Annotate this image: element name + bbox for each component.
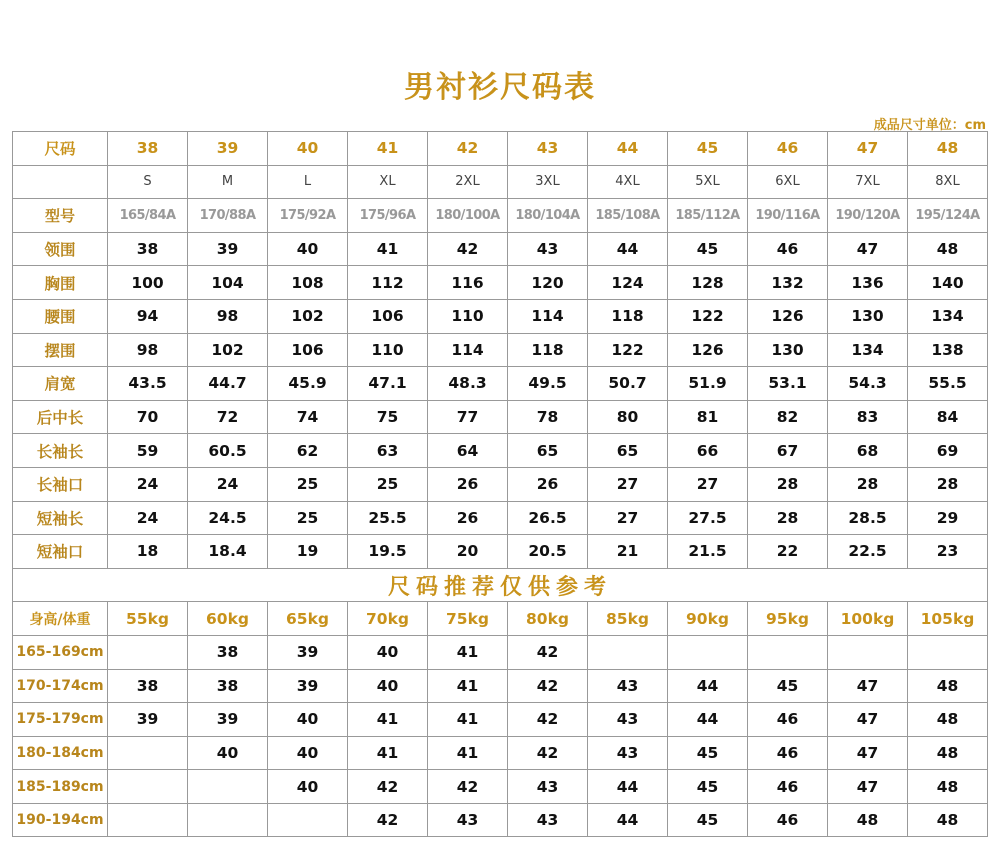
table-cell: 175/92A	[268, 199, 348, 233]
table-cell: 48	[908, 803, 988, 837]
table-cell: 78	[508, 400, 588, 434]
table-cell: 80kg	[508, 602, 588, 636]
table-cell: 65	[588, 434, 668, 468]
table-cell: 81	[668, 400, 748, 434]
table-cell: 108	[268, 266, 348, 300]
table-cell: 45.9	[268, 367, 348, 401]
table-cell: 106	[268, 333, 348, 367]
measurement-row	[13, 467, 988, 501]
table-cell: 44	[588, 232, 668, 266]
row-label: 型号	[13, 199, 108, 233]
table-cell: 40	[348, 669, 428, 703]
table-cell: 180/104A	[508, 199, 588, 233]
row-label: 尺码	[13, 132, 108, 166]
table-cell: 100	[108, 266, 188, 300]
weight-header-row	[13, 602, 988, 636]
table-cell: 47	[828, 232, 908, 266]
table-cell	[748, 635, 828, 669]
table-cell: 110	[428, 299, 508, 333]
table-cell: 132	[748, 266, 828, 300]
table-cell: 5XL	[668, 165, 748, 199]
table-cell: 43	[588, 669, 668, 703]
table-cell: 40	[268, 736, 348, 770]
table-cell: 47	[828, 703, 908, 737]
table-cell: 27.5	[668, 501, 748, 535]
recommend-row	[13, 803, 988, 837]
table-cell: 27	[668, 467, 748, 501]
table-cell: 24.5	[188, 501, 268, 535]
row-label: 长袖口	[13, 467, 108, 501]
row-label: 腰围	[13, 299, 108, 333]
table-cell: 48	[908, 669, 988, 703]
table-cell: 190/116A	[748, 199, 828, 233]
row-label: 165-169cm	[13, 635, 108, 669]
table-cell: 64	[428, 434, 508, 468]
table-cell: 28	[748, 501, 828, 535]
unit-note: 成品尺寸单位：cm	[873, 118, 986, 133]
table-cell: 138	[908, 333, 988, 367]
table-cell: 19	[268, 535, 348, 569]
table-cell: 28	[828, 467, 908, 501]
table-cell: 41	[428, 635, 508, 669]
table-cell: 38	[108, 669, 188, 703]
table-cell: 62	[268, 434, 348, 468]
table-cell: 114	[428, 333, 508, 367]
table-cell: 41	[348, 132, 428, 166]
table-cell: S	[108, 165, 188, 199]
table-cell: 47	[828, 770, 908, 804]
table-cell: 165/84A	[108, 199, 188, 233]
table-cell	[268, 803, 348, 837]
table-cell: 26	[428, 501, 508, 535]
table-cell: 75	[348, 400, 428, 434]
table-cell: 80	[588, 400, 668, 434]
table-cell: 126	[668, 333, 748, 367]
table-cell: 42	[508, 703, 588, 737]
table-cell: 42	[428, 132, 508, 166]
table-cell: 124	[588, 266, 668, 300]
table-cell: 6XL	[748, 165, 828, 199]
table-cell: 24	[108, 467, 188, 501]
table-cell: 41	[428, 736, 508, 770]
table-cell: 48	[908, 770, 988, 804]
row-label: 180-184cm	[13, 736, 108, 770]
table-cell: 66	[668, 434, 748, 468]
table-cell: 104	[188, 266, 268, 300]
table-cell: 21.5	[668, 535, 748, 569]
table-cell: 140	[908, 266, 988, 300]
table-cell: 43	[588, 703, 668, 737]
table-cell: 118	[588, 299, 668, 333]
measurement-row	[13, 400, 988, 434]
measurement-row	[13, 535, 988, 569]
table-cell: 42	[428, 770, 508, 804]
row-label: 长袖长	[13, 434, 108, 468]
table-cell: 24	[188, 467, 268, 501]
table-cell: 185/112A	[668, 199, 748, 233]
table-cell: 74	[268, 400, 348, 434]
table-cell: 38	[188, 635, 268, 669]
table-cell: 25	[268, 501, 348, 535]
table-cell: 90kg	[668, 602, 748, 636]
table-cell: 18	[108, 535, 188, 569]
table-cell: 43	[508, 770, 588, 804]
table-cell: 24	[108, 501, 188, 535]
table-cell: 114	[508, 299, 588, 333]
table-cell: 54.3	[828, 367, 908, 401]
table-cell: 44	[588, 770, 668, 804]
table-cell	[588, 635, 668, 669]
table-cell: 22	[748, 535, 828, 569]
table-cell: 18.4	[188, 535, 268, 569]
table-cell: 98	[108, 333, 188, 367]
table-cell: 40	[348, 635, 428, 669]
table-cell: 48	[908, 703, 988, 737]
table-cell: 94	[108, 299, 188, 333]
recommend-row	[13, 770, 988, 804]
table-cell: 53.1	[748, 367, 828, 401]
row-label	[13, 165, 108, 199]
table-cell: 19.5	[348, 535, 428, 569]
table-cell: 27	[588, 501, 668, 535]
table-cell: 102	[188, 333, 268, 367]
table-cell: 42	[428, 232, 508, 266]
page-title: 男衬衫尺码表	[404, 70, 596, 105]
table-cell: 50.7	[588, 367, 668, 401]
model-row	[13, 199, 988, 233]
table-cell: 49.5	[508, 367, 588, 401]
table-cell: 128	[668, 266, 748, 300]
table-cell: M	[188, 165, 268, 199]
table-cell: 38	[188, 669, 268, 703]
table-cell: XL	[348, 165, 428, 199]
table-cell: 46	[748, 770, 828, 804]
table-cell: 26.5	[508, 501, 588, 535]
table-cell: 48	[828, 803, 908, 837]
table-cell: 4XL	[588, 165, 668, 199]
table-cell: 41	[348, 703, 428, 737]
row-label: 190-194cm	[13, 803, 108, 837]
table-cell: 40	[268, 770, 348, 804]
table-cell: 45	[668, 132, 748, 166]
table-cell: 130	[748, 333, 828, 367]
table-cell: 28.5	[828, 501, 908, 535]
table-cell: 84	[908, 400, 988, 434]
row-label: 170-174cm	[13, 669, 108, 703]
table-cell: 42	[348, 770, 428, 804]
table-cell: 39	[188, 132, 268, 166]
table-cell: 48	[908, 132, 988, 166]
table-cell: 26	[428, 467, 508, 501]
table-cell: 46	[748, 703, 828, 737]
table-cell: 65	[508, 434, 588, 468]
table-cell: 41	[428, 703, 508, 737]
table-cell: 39	[268, 669, 348, 703]
table-cell: 28	[908, 467, 988, 501]
table-cell: 47	[828, 669, 908, 703]
table-cell: 43	[508, 132, 588, 166]
table-cell: 95kg	[748, 602, 828, 636]
table-cell: 20.5	[508, 535, 588, 569]
table-cell: 44	[668, 703, 748, 737]
row-label: 肩宽	[13, 367, 108, 401]
table-cell: 44	[588, 132, 668, 166]
table-cell: 39	[268, 635, 348, 669]
table-cell: 38	[108, 132, 188, 166]
table-cell: 190/120A	[828, 199, 908, 233]
table-cell: L	[268, 165, 348, 199]
table-cell: 69	[908, 434, 988, 468]
table-cell: 44.7	[188, 367, 268, 401]
table-cell: 47	[828, 736, 908, 770]
table-cell: 75kg	[428, 602, 508, 636]
table-cell: 70kg	[348, 602, 428, 636]
table-cell: 21	[588, 535, 668, 569]
table-cell: 118	[508, 333, 588, 367]
table-cell: 40	[268, 132, 348, 166]
table-cell: 170/88A	[188, 199, 268, 233]
table-cell: 46	[748, 232, 828, 266]
table-cell: 27	[588, 467, 668, 501]
row-label: 短袖口	[13, 535, 108, 569]
row-label: 后中长	[13, 400, 108, 434]
table-cell: 42	[508, 669, 588, 703]
table-cell: 25	[268, 467, 348, 501]
table-cell: 20	[428, 535, 508, 569]
table-cell: 48	[908, 736, 988, 770]
table-cell: 40	[268, 232, 348, 266]
table-cell: 42	[508, 736, 588, 770]
table-cell: 46	[748, 736, 828, 770]
row-label: 摆围	[13, 333, 108, 367]
measurement-row	[13, 266, 988, 300]
table-cell: 3XL	[508, 165, 588, 199]
table-cell: 29	[908, 501, 988, 535]
row-label: 175-179cm	[13, 703, 108, 737]
recommend-note: 尺码推荐仅供参考	[13, 568, 988, 602]
table-cell: 44	[588, 803, 668, 837]
row-label: 领围	[13, 232, 108, 266]
measurement-row	[13, 299, 988, 333]
table-cell: 70	[108, 400, 188, 434]
table-cell: 180/100A	[428, 199, 508, 233]
table-cell	[188, 803, 268, 837]
table-cell: 47.1	[348, 367, 428, 401]
table-cell	[108, 736, 188, 770]
table-cell: 38	[108, 232, 188, 266]
table-cell: 85kg	[588, 602, 668, 636]
table-cell: 2XL	[428, 165, 508, 199]
table-cell: 28	[748, 467, 828, 501]
table-cell: 23	[908, 535, 988, 569]
table-cell: 51.9	[668, 367, 748, 401]
table-cell: 45	[668, 770, 748, 804]
row-label: 短袖长	[13, 501, 108, 535]
table-cell: 68	[828, 434, 908, 468]
measurement-row	[13, 434, 988, 468]
table-cell: 122	[588, 333, 668, 367]
table-cell: 102	[268, 299, 348, 333]
table-cell	[668, 635, 748, 669]
table-cell	[108, 803, 188, 837]
row-label: 185-189cm	[13, 770, 108, 804]
table-cell: 77	[428, 400, 508, 434]
table-cell: 45	[668, 232, 748, 266]
table-cell: 60.5	[188, 434, 268, 468]
table-cell: 67	[748, 434, 828, 468]
table-cell: 45	[748, 669, 828, 703]
table-cell: 47	[828, 132, 908, 166]
table-cell: 43	[588, 736, 668, 770]
table-cell: 136	[828, 266, 908, 300]
table-cell: 63	[348, 434, 428, 468]
table-cell: 42	[508, 635, 588, 669]
table-cell: 122	[668, 299, 748, 333]
table-cell: 83	[828, 400, 908, 434]
measurement-row	[13, 333, 988, 367]
table-cell: 40	[268, 703, 348, 737]
table-cell	[108, 635, 188, 669]
table-cell: 175/96A	[348, 199, 428, 233]
recommend-row	[13, 736, 988, 770]
table-cell: 59	[108, 434, 188, 468]
table-cell: 41	[428, 669, 508, 703]
table-cell: 46	[748, 132, 828, 166]
table-cell	[828, 635, 908, 669]
table-cell: 43	[428, 803, 508, 837]
table-cell: 195/124A	[908, 199, 988, 233]
letter-size-row	[13, 165, 988, 199]
table-cell: 112	[348, 266, 428, 300]
table-cell: 41	[348, 232, 428, 266]
table-cell	[108, 770, 188, 804]
table-cell: 55kg	[108, 602, 188, 636]
row-label: 胸围	[13, 266, 108, 300]
table-cell: 185/108A	[588, 199, 668, 233]
table-cell: 120	[508, 266, 588, 300]
table-cell	[908, 635, 988, 669]
table-cell: 110	[348, 333, 428, 367]
table-cell: 26	[508, 467, 588, 501]
table-cell: 40	[188, 736, 268, 770]
recommend-row	[13, 669, 988, 703]
recommend-row	[13, 703, 988, 737]
table-cell: 134	[828, 333, 908, 367]
table-cell: 116	[428, 266, 508, 300]
table-cell: 25	[348, 467, 428, 501]
table-cell: 7XL	[828, 165, 908, 199]
table-cell: 72	[188, 400, 268, 434]
table-cell: 55.5	[908, 367, 988, 401]
table-cell: 60kg	[188, 602, 268, 636]
table-cell: 43	[508, 232, 588, 266]
table-cell: 43.5	[108, 367, 188, 401]
table-cell: 82	[748, 400, 828, 434]
table-cell: 39	[108, 703, 188, 737]
table-cell: 25.5	[348, 501, 428, 535]
measurement-row	[13, 367, 988, 401]
table-cell: 46	[748, 803, 828, 837]
table-cell: 130	[828, 299, 908, 333]
table-cell: 45	[668, 736, 748, 770]
recommend-row	[13, 635, 988, 669]
table-cell: 98	[188, 299, 268, 333]
table-cell: 41	[348, 736, 428, 770]
table-cell: 44	[668, 669, 748, 703]
table-cell: 45	[668, 803, 748, 837]
size-chart-table	[12, 131, 988, 837]
header-row	[13, 132, 988, 166]
table-cell: 48	[908, 232, 988, 266]
table-cell: 65kg	[268, 602, 348, 636]
table-cell: 134	[908, 299, 988, 333]
recommend-note-row	[13, 568, 988, 602]
row-label: 身高/体重	[13, 602, 108, 636]
table-cell: 43	[508, 803, 588, 837]
table-cell: 39	[188, 703, 268, 737]
table-cell: 22.5	[828, 535, 908, 569]
table-cell: 39	[188, 232, 268, 266]
table-cell: 106	[348, 299, 428, 333]
table-cell: 105kg	[908, 602, 988, 636]
table-cell: 42	[348, 803, 428, 837]
table-cell: 48.3	[428, 367, 508, 401]
table-cell: 100kg	[828, 602, 908, 636]
table-cell: 8XL	[908, 165, 988, 199]
table-cell	[188, 770, 268, 804]
table-cell: 126	[748, 299, 828, 333]
measurement-row	[13, 232, 988, 266]
measurement-row	[13, 501, 988, 535]
